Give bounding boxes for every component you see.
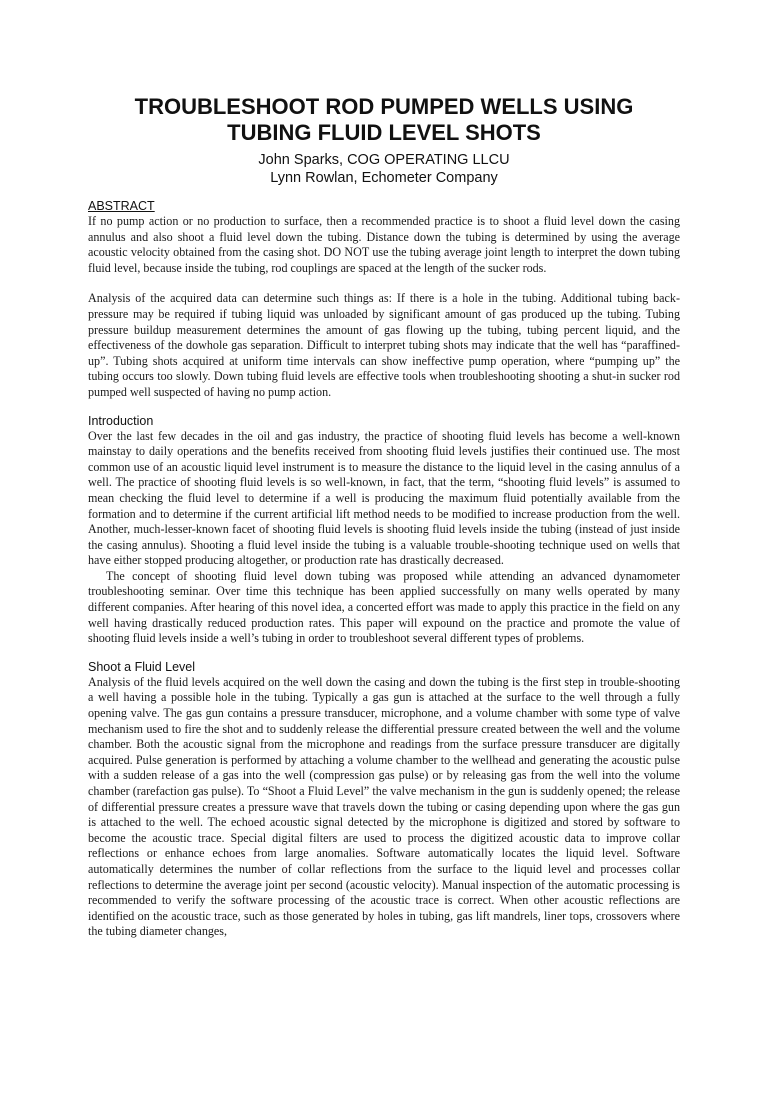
introduction-heading: Introduction — [88, 413, 154, 428]
introduction-paragraph-1: Over the last few decades in the oil and gas industry, the practice of shooting fluid levels has become a well-known mainstay to daily operations and the benefits received from shooting fluid levels justifies their continued use. The most common use of an acoustic liquid level instrument is to measure the distance to the liquid level in the casing annulus of a well. The practice of shooting fluid levels is so well-known, in fact, that the term, “shooting fluid levels” is assumed to mean checking the fluid level to determine if a well is producing the maximum fluid potentially available from the formation and to determine if the current artificial lift method needs to be modified to increase production from the well. Another, much-lesser-known facet of shooting fluid levels is shooting fluid levels inside the tubing (instead of just inside the casing annulus). Shooting a fluid level inside the tubing is a valuable trouble-shooting technique used on wells that have either stopped producing altogether, or production rate has drastically decreased. — [88, 428, 680, 568]
paper-page — [0, 94, 768, 1118]
abstract-paragraph-2: Analysis of the acquired data can determine such things as: If there is a hole in the tubing. Additional tubing back-pressure may be required if tubing liquid was unloaded by significant amount of gas produced up the tubing. Tubing pressure buildup measurement determines the amount of gas flowing up the tubing, tubing percent liquid, and the effectiveness of the dowhole gas separation. Difficult to interpret tubing shots may indicate that the well has “paraffined-up”. Tubing shots acquired at uniform time intervals can show ineffective pump operation, where “pumping up” the tubing occurs too slowly. Down tubing fluid levels are effective tools when troubleshooting shooting a shut-in sucker rod pumped well suspected of having no pump action. — [88, 291, 680, 399]
title-line-2: TUBING FLUID LEVEL SHOTS — [227, 120, 541, 145]
title-line-1: TROUBLESHOOT ROD PUMPED WELLS USING — [134, 94, 634, 119]
abstract-paragraph-1: If no pump action or no production to surface, then a recommended practice is to shoot a fluid level down the casing annulus and also shoot a fluid level down the tubing. Distance down the tubing is determined by using the average acoustic velocity obtained from the casing shot. DO NOT use the tubing average joint length to interpret the down tubing fluid level, because inside the tubing, rod couplings are spaced at the length of the sucker rods. — [88, 214, 680, 275]
abstract-heading: ABSTRACT — [88, 199, 155, 213]
author-2: Lynn Rowlan, Echometer Company — [270, 170, 498, 186]
shoot-fluid-level-paragraph-1: Analysis of the fluid levels acquired on the well down the casing and down the tubing is the first step in trouble-shooting a well having a possible hole in the tubing. Typically a gas gun is attached at the surface to the well through a fully opening valve. The gas gun contains a pressure transducer, microphone, and a volume chamber with some type of valve mechanism used to fire the shot and to suddenly release the differential pressure created between the well and the volume chamber. Both the acoustic signal from the microphone and readings from the surface pressure transducer are digitally acquired. Pulse generation is performed by attaching a volume chamber to the wellhead and generating the acoustic pulse with a sudden release of a gas into the well (compression gas pulse) or by releasing gas from the well into the volume chamber (rarefaction gas pulse). To “Shoot a Fluid Level” the valve mechanism in the gun is suddenly opened; the release of differential pressure creates a pressure wave that travels down the tubing or casing depending upon where the gas gun is attached to the well. The echoed acoustic signal detected by the microphone is digitized and stored by software to become the acoustic trace. Special digital filters are used to process the digitized acoustic data to improve collar reflections or enhance echoes from large anomalies. Software automatically locates the liquid level. Software automatically determines the number of collar reflections from the surface to the liquid level and processes collar reflections to determine the average joint per second (acoustic velocity). Manual inspection of the automatic processing is recommended to verify the software processing of the acoustic trace is correct. When other acoustic reflections are identified on the acoustic trace, such as those generated by holes in tubing, gas lift mandrels, liner tops, crossovers where the tubing diameter changes, — [88, 674, 680, 939]
paper-title — [88, 94, 680, 146]
introduction-paragraph-2: The concept of shooting fluid level down tubing was proposed while attending an advanced dynamometer troubleshooting seminar. Over time this technique has been applied successfully on many wells operated by many different companies. After hearing of this novel idea, a concerted effort was made to apply this practice in the field on any well having drastically reduced production rates. This paper will expound on the practice and promote the value of shooting fluid levels inside a well’s tubing in order to troubleshoot several different types of problems. — [88, 568, 680, 646]
shoot-fluid-level-heading: Shoot a Fluid Level — [88, 659, 196, 674]
author-1: John Sparks, COG OPERATING LLCU — [258, 152, 510, 168]
author-block — [88, 151, 680, 187]
